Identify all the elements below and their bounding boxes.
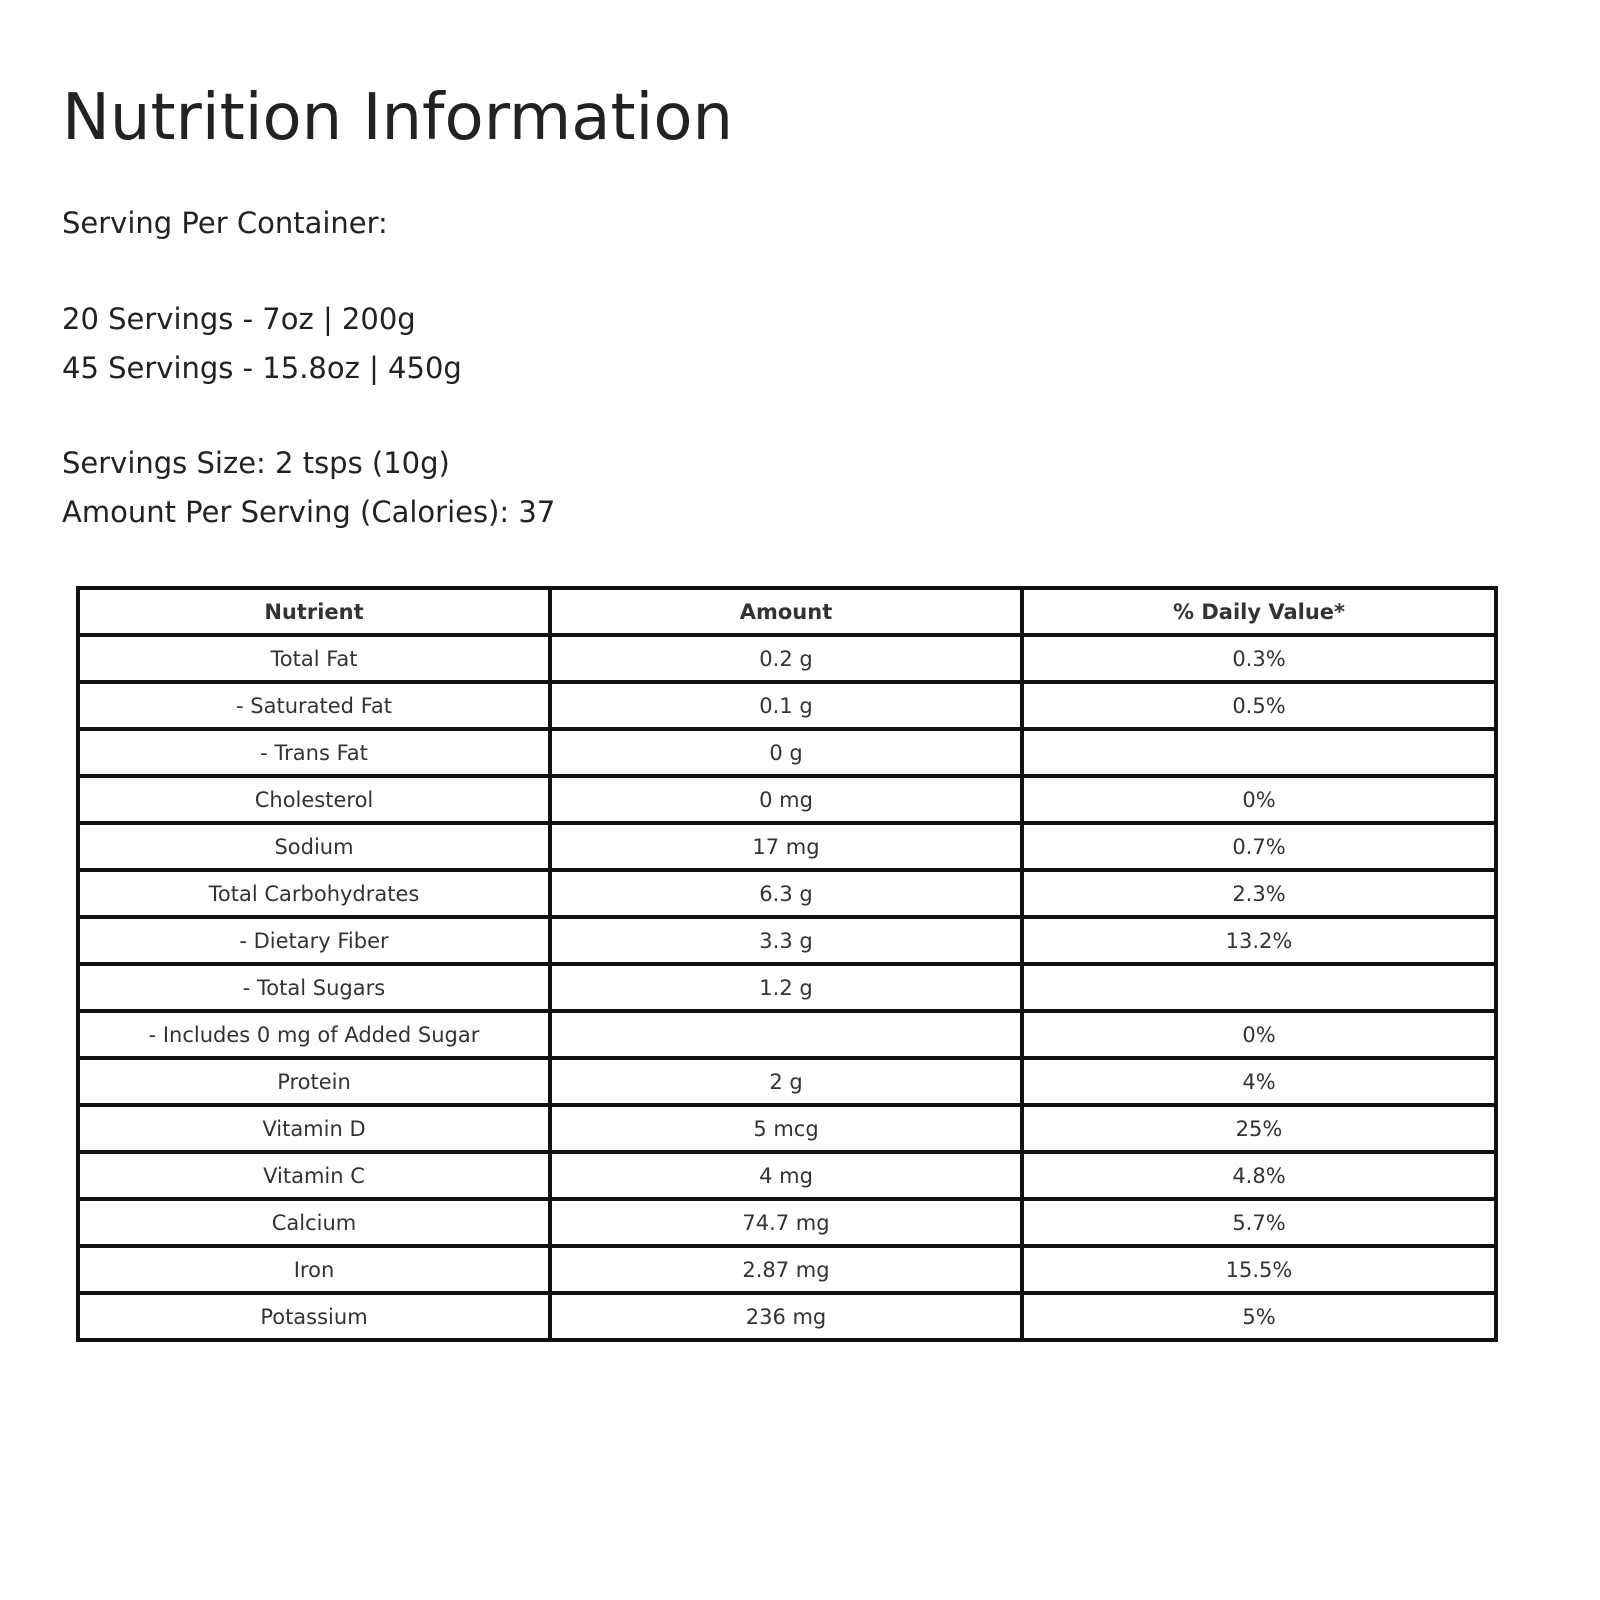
serving-size: Servings Size: 2 tsps (10g)	[62, 446, 450, 480]
table-row	[78, 1293, 1496, 1340]
daily-value-cell	[1022, 729, 1496, 776]
header-amount: Amount	[550, 588, 1022, 635]
nutrient-cell: - Saturated Fat	[78, 682, 550, 729]
nutrient-cell: - Includes 0 mg of Added Sugar	[78, 1011, 550, 1058]
header-nutrient: Nutrient	[78, 588, 550, 635]
nutrient-cell: - Trans Fat	[78, 729, 550, 776]
amount-cell: 3.3 g	[550, 917, 1022, 964]
amount-cell: 236 mg	[550, 1293, 1022, 1340]
amount-cell: 0 mg	[550, 776, 1022, 823]
serving-details	[62, 439, 555, 537]
table-row	[78, 729, 1496, 776]
daily-value-cell: 5%	[1022, 1293, 1496, 1340]
nutrient-cell: Potassium	[78, 1293, 550, 1340]
daily-value-cell: 13.2%	[1022, 917, 1496, 964]
servings-options	[62, 295, 462, 393]
table-header-row	[78, 588, 1496, 635]
table-row	[78, 1011, 1496, 1058]
amount-cell: 0.1 g	[550, 682, 1022, 729]
serving-per-container	[62, 199, 388, 248]
daily-value-cell	[1022, 964, 1496, 1011]
nutrient-cell: - Total Sugars	[78, 964, 550, 1011]
daily-value-cell: 4%	[1022, 1058, 1496, 1105]
nutrition-table	[76, 586, 1498, 1342]
table-row	[78, 776, 1496, 823]
table-row	[78, 1058, 1496, 1105]
daily-value-cell: 0.3%	[1022, 635, 1496, 682]
nutrient-cell: Cholesterol	[78, 776, 550, 823]
amount-cell: 0.2 g	[550, 635, 1022, 682]
amount-cell: 74.7 mg	[550, 1199, 1022, 1246]
table-row	[78, 1199, 1496, 1246]
amount-cell: 0 g	[550, 729, 1022, 776]
daily-value-cell: 0%	[1022, 776, 1496, 823]
daily-value-cell: 25%	[1022, 1105, 1496, 1152]
nutrient-cell: Protein	[78, 1058, 550, 1105]
table-row	[78, 870, 1496, 917]
nutrient-cell: Total Carbohydrates	[78, 870, 550, 917]
amount-cell: 5 mcg	[550, 1105, 1022, 1152]
table-row	[78, 1246, 1496, 1293]
table-row	[78, 1105, 1496, 1152]
servings-option: 20 Servings - 7oz | 200g	[62, 302, 416, 336]
nutrient-cell: Calcium	[78, 1199, 550, 1246]
nutrient-cell: Vitamin D	[78, 1105, 550, 1152]
daily-value-cell: 0.7%	[1022, 823, 1496, 870]
daily-value-cell: 2.3%	[1022, 870, 1496, 917]
nutrient-cell: Total Fat	[78, 635, 550, 682]
serving-per-container-label: Serving Per Container:	[62, 206, 388, 240]
nutrient-cell: Iron	[78, 1246, 550, 1293]
daily-value-cell: 0%	[1022, 1011, 1496, 1058]
table-row	[78, 682, 1496, 729]
servings-option: 45 Servings - 15.8oz | 450g	[62, 351, 462, 385]
amount-cell	[550, 1011, 1022, 1058]
daily-value-cell: 5.7%	[1022, 1199, 1496, 1246]
amount-cell: 17 mg	[550, 823, 1022, 870]
daily-value-cell: 15.5%	[1022, 1246, 1496, 1293]
nutrient-cell: - Dietary Fiber	[78, 917, 550, 964]
table-row	[78, 635, 1496, 682]
amount-cell: 4 mg	[550, 1152, 1022, 1199]
daily-value-cell: 0.5%	[1022, 682, 1496, 729]
nutrient-cell: Vitamin C	[78, 1152, 550, 1199]
amount-cell: 2 g	[550, 1058, 1022, 1105]
header-daily-value: % Daily Value*	[1022, 588, 1496, 635]
table-row	[78, 917, 1496, 964]
calories: Amount Per Serving (Calories): 37	[62, 495, 556, 529]
page-title: Nutrition Information	[62, 81, 734, 155]
amount-cell: 1.2 g	[550, 964, 1022, 1011]
table-row	[78, 964, 1496, 1011]
amount-cell: 6.3 g	[550, 870, 1022, 917]
table-row	[78, 1152, 1496, 1199]
daily-value-cell: 4.8%	[1022, 1152, 1496, 1199]
amount-cell: 2.87 mg	[550, 1246, 1022, 1293]
table-row	[78, 823, 1496, 870]
nutrient-cell: Sodium	[78, 823, 550, 870]
